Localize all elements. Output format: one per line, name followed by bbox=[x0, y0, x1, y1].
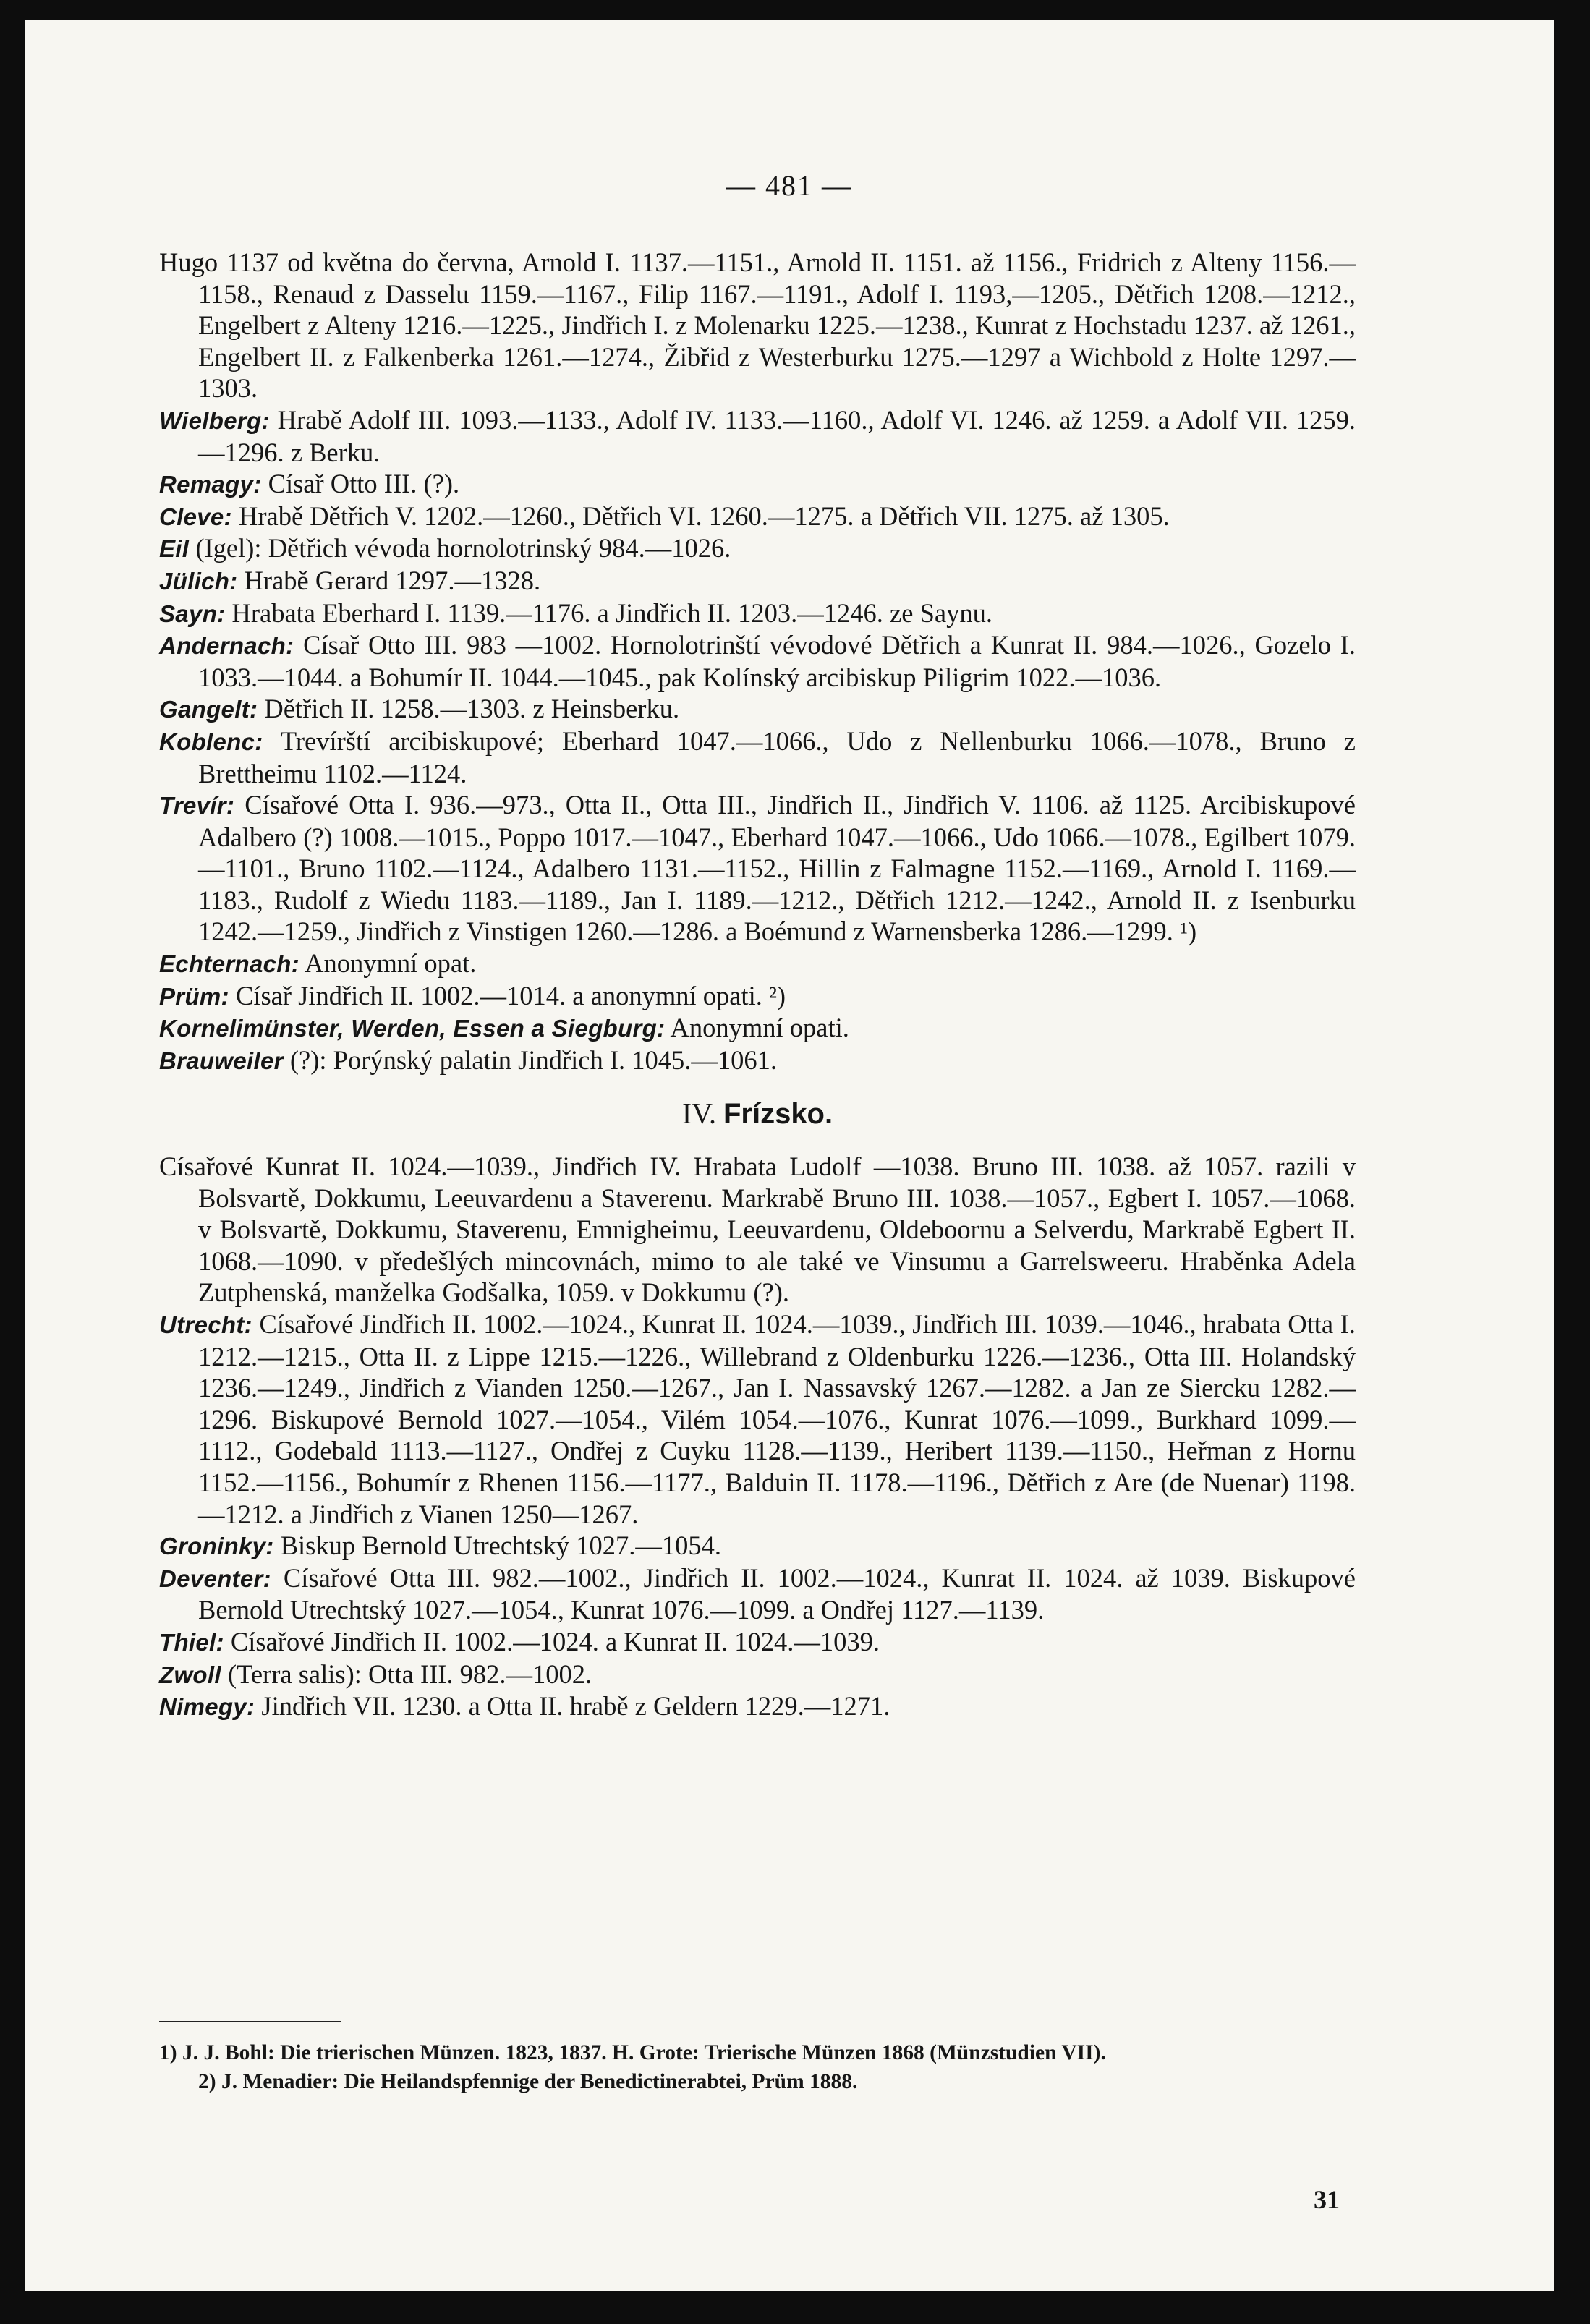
entry bbox=[159, 1530, 1356, 1562]
entry-text: Hrabě Gerard 1297.—1328. bbox=[244, 565, 541, 595]
entry-place: Echternach: bbox=[159, 950, 300, 978]
entry bbox=[159, 501, 1356, 533]
entry-place: Trevír: bbox=[159, 792, 235, 820]
entry-text: Císařové Kunrat II. 1024.—1039., Jindřich IV. Hrabata Ludolf —1038. Bruno III. 1038. až 1057. razili v Bolsvartě, Dokkumu, Leeuvardenu a Staverenu. Markrabě Bruno III. 1038.—1057., Egbert I. 1057.—1068. v Bolsvartě, Dokkumu, Staverenu, Emnigheimu, Leeuvardenu, Oldeboornu a Selverdu, Markrabě Egbert II. 1068.—1090. v předešlých mincovnách, mimo to ale také ve Vinsumu a Garrelsweeru. Hraběnka Adela Zutphenská, manželka Godšalka, 1059. v Dokkumu (?). bbox=[159, 1152, 1356, 1308]
entry bbox=[159, 404, 1356, 468]
sheet-number: 31 bbox=[1314, 2185, 1340, 2214]
footnote-1: 1) J. J. Bohl: Die trierischen Münzen. 1823, 1837. H. Grote: Trierische Münzen 1868 (Münzstudien VII). bbox=[159, 2041, 1106, 2064]
entry-place: Deventer: bbox=[159, 1565, 271, 1592]
entry bbox=[159, 1308, 1356, 1530]
entry-text: Jindřich VII. 1230. a Otta II. hrabě z Geldern 1229.—1271. bbox=[261, 1691, 890, 1721]
entry-text: Císař Otto III. 983 —1002. Hornolotrinští vévodové Dětřich a Kunrat II. 984.—1026., Gozelo I. 1033.—1044. a Bohumír II. 1044.—1045., pak Kolínský arcibiskup Piligrim 1022.—1036. bbox=[198, 630, 1356, 692]
entry bbox=[159, 565, 1356, 597]
entry-text: Císař Otto III. (?). bbox=[268, 469, 460, 499]
entry bbox=[159, 1562, 1356, 1626]
entry-place: Groninky: bbox=[159, 1533, 274, 1560]
entry-place: Kornelimünster, Werden, Essen a Siegburg: bbox=[159, 1015, 666, 1042]
entry-place: Wielberg: bbox=[159, 407, 270, 434]
entry-text: Anonymní opat. bbox=[305, 948, 477, 979]
entry-text: Anonymní opati. bbox=[670, 1013, 849, 1043]
section-heading bbox=[159, 1098, 1356, 1131]
entry-text: Hrabě Adolf III. 1093.—1133., Adolf IV. 1133.—1160., Adolf VI. 1246. až 1259. a Adolf VII. 1259.—1296. z Berku. bbox=[198, 404, 1356, 467]
entry bbox=[159, 948, 1356, 980]
entry bbox=[159, 1626, 1356, 1659]
entry bbox=[159, 247, 1356, 404]
entry bbox=[159, 725, 1356, 789]
entry-place: Sayn: bbox=[159, 600, 226, 627]
entry-text: (?): Porýnský palatin Jindřich I. 1045.—1061. bbox=[289, 1044, 778, 1075]
section-entry-list bbox=[159, 1151, 1356, 1723]
entry-text: Císařové Jindřich II. 1002.—1024., Kunrat II. 1024.—1039., Jindřich III. 1039.—1046., hrabata Otta I. 1212.—1215., Otta II. z Lippe 1215.—1226., Willebrand z Oldenburku 1226.—1236., Otta III. Holandský 1236.—1249., Jindřich z Vianden 1250.—1267., Jan I. Nassavský 1267.—1282. a Jan ze Siercku 1282.—1296. Biskupové Bernold 1027.—1054., Vilém 1054.—1076., Kunrat 1076.—1099., Burkhard 1099.—1112., Godebald 1113.—1127., Ondřej z Cuyku 1128.—1139., Heribert 1139.—1150., Heřman z Hornu 1152.—1156., Bohumír z Rhenen 1156.—1177., Balduin II. 1178.—1196., Dětřich z Are (de Nuenar) 1198.—1212. a Jindřich z Vianen 1250—1267. bbox=[198, 1309, 1356, 1529]
entry-place: Cleve: bbox=[159, 503, 232, 530]
page bbox=[25, 20, 1554, 2291]
entry bbox=[159, 980, 1356, 1013]
entry bbox=[159, 693, 1356, 725]
entry-text: Císařové Otta I. 936.—973., Otta II., Otta III., Jindřich II., Jindřich V. 1106. až 1125. Arcibiskupové Adalbero (?) 1008.—1015., Poppo 1017.—1047., Eberhard 1047.—1066., Udo 1066.—1078., Egilbert 1079.—1101., Bruno 1102.—1124., Adalbero 1131.—1152., Hillin z Falmagne 1152.—1169., Arnold I. 1169.—1183., Rudolf z Wiedu 1183.—1189., Jan I. 1189.—1212., Dětřich 1212.—1242., Arnold II. z Isenburku 1242.—1259., Jindřich z Vinstigen 1260.—1286. a Boémund z Warnensberka 1286.—1299. ¹) bbox=[198, 790, 1356, 947]
entry-text: Císařové Jindřich II. 1002.—1024. a Kunrat II. 1024.—1039. bbox=[230, 1626, 880, 1656]
entry-place: Nimegy: bbox=[159, 1693, 255, 1721]
section-roman: IV. bbox=[681, 1097, 716, 1131]
entry-place: Koblenc: bbox=[159, 728, 263, 755]
section-name: Frízsko. bbox=[723, 1098, 833, 1131]
entry bbox=[159, 597, 1356, 630]
entry-text: (Terra salis): Otta III. 982.—1002. bbox=[227, 1659, 592, 1689]
entry-text: Hrabě Dětřich V. 1202.—1260., Dětřich VI. 1260.—1275. a Dětřich VII. 1275. až 1305. bbox=[238, 501, 1170, 531]
entry-place: Utrecht: bbox=[159, 1311, 252, 1338]
entry-place: Eil bbox=[159, 535, 190, 563]
footnotes bbox=[159, 2038, 1356, 2096]
entry-text: Hugo 1137 od května do června, Arnold I. 1137.—1151., Arnold II. 1151. až 1156., Fridrich z Alteny 1156.—1158., Renaud z Dasselu 1159.—1167., Filip 1167.—1191., Adolf I. 1193,—1205., Dětřich 1208.—1212., Engelbert z Alteny 1216.—1225., Jindřich I. z Molenarku 1225.—1238., Kunrat z Hochstadu 1237. až 1261., Engelbert II. z Falkenberka 1261.—1274., Žibřid z Westerburku 1275.—1297 a Wichbold z Holte 1297.—1303. bbox=[159, 247, 1356, 404]
entry bbox=[159, 468, 1356, 501]
footnote-rule bbox=[159, 2021, 341, 2022]
entry-place: Thiel: bbox=[159, 1628, 224, 1656]
entry-place: Prüm: bbox=[159, 982, 229, 1010]
entry-text: Hrabata Eberhard I. 1139.—1176. a Jindřich II. 1203.—1246. ze Saynu. bbox=[231, 597, 992, 628]
entry bbox=[159, 1012, 1356, 1044]
entry-text: Dětřich II. 1258.—1303. z Heinsberku. bbox=[264, 694, 680, 724]
entry bbox=[159, 532, 1356, 565]
entry-place: Zwoll bbox=[159, 1661, 221, 1688]
page-number: — 481 — bbox=[726, 169, 852, 202]
entry bbox=[159, 629, 1356, 693]
entry-list bbox=[159, 247, 1356, 1076]
entry bbox=[159, 1044, 1356, 1077]
entry-text: Biskup Bernold Utrechtský 1027.—1054. bbox=[280, 1531, 721, 1561]
entry-place: Brauweiler bbox=[159, 1047, 284, 1074]
text-body bbox=[159, 247, 1356, 1723]
entry bbox=[159, 1659, 1356, 1691]
entry-place: Jülich: bbox=[159, 567, 238, 595]
entry-text: (Igel): Dětřich vévoda hornolotrinský 984.—1026. bbox=[195, 533, 731, 563]
entry-text: Císař Jindřich II. 1002.—1014. a anonymní opati. ²) bbox=[235, 980, 786, 1010]
entry-place: Andernach: bbox=[159, 632, 294, 660]
footnote-2: 2) J. Menadier: Die Heilandspfennige der Benedictinerabtei, Prüm 1888. bbox=[198, 2070, 858, 2093]
entry bbox=[159, 1151, 1356, 1308]
entry bbox=[159, 1690, 1356, 1723]
entry-place: Remagy: bbox=[159, 471, 262, 498]
entry-text: Trevírští arcibiskupové; Eberhard 1047.—1066., Udo z Nellenburku 1066.—1078., Bruno z Brettheimu 1102.—1124. bbox=[198, 725, 1356, 788]
entry-text: Císařové Otta III. 982.—1002., Jindřich II. 1002.—1024., Kunrat II. 1024. až 1039. Biskupové Bernold Utrechtský 1027.—1054., Kunrat 1076.—1099. a Ondřej 1127.—1139. bbox=[198, 1562, 1356, 1625]
entry-place: Gangelt: bbox=[159, 696, 258, 723]
entry bbox=[159, 789, 1356, 948]
